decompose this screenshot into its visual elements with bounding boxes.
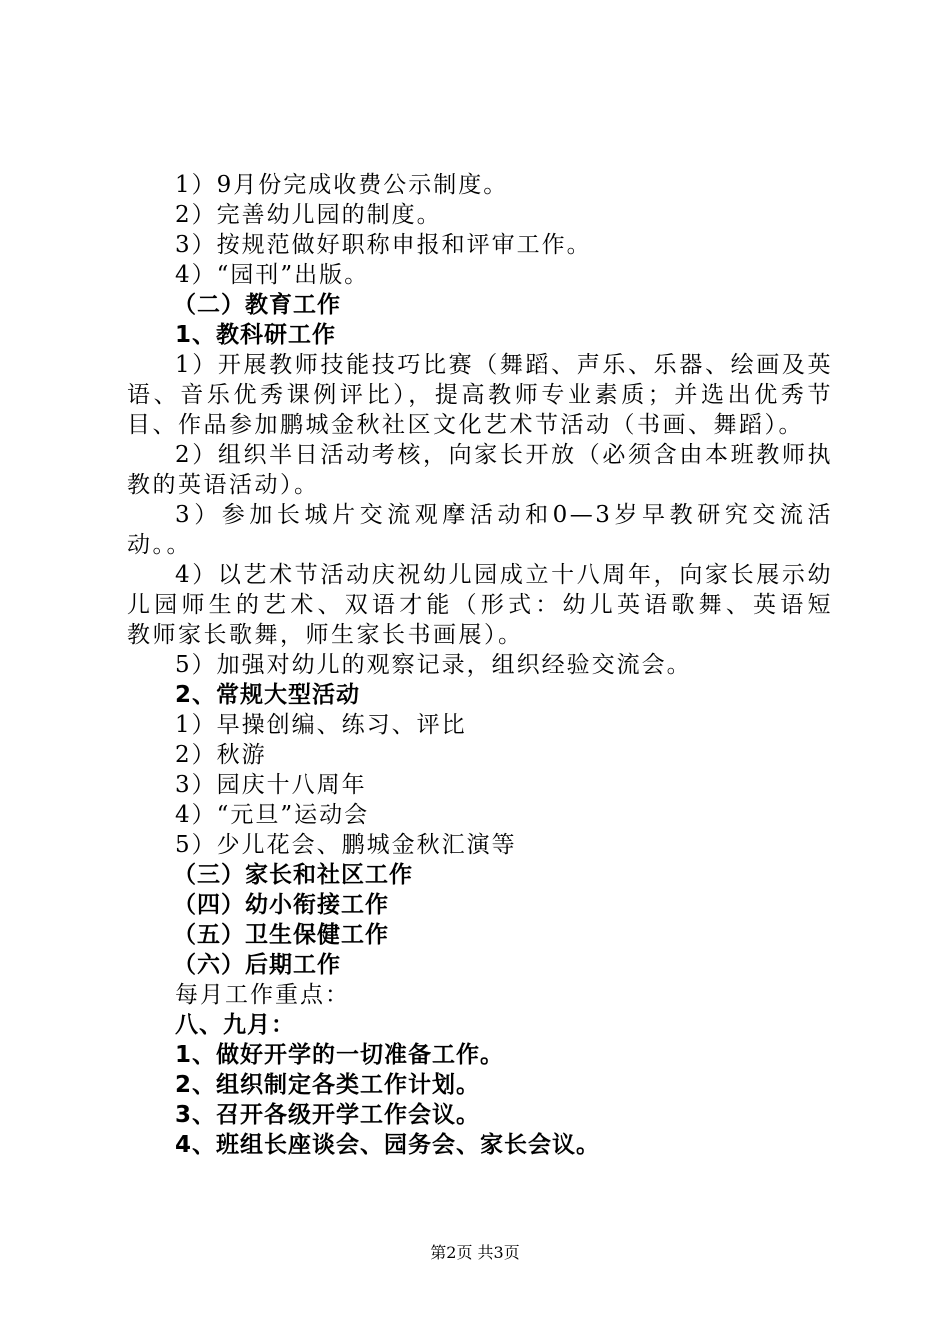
text-line: 1、做好开学的一切准备工作。 [175, 1042, 505, 1068]
text-line: 儿园师生的艺术、双语才能（形式：幼儿英语歌舞、英语短 [127, 592, 833, 618]
document-body [127, 170, 833, 1160]
text-line: 每月工作重点： [175, 982, 350, 1008]
text-line: 目、作品参加鹏城金秋社区文化艺术节活动（书画、舞蹈）。 [127, 412, 804, 438]
text-line: 3）参加长城片交流观摩活动和0—3岁早教研究交流活 [175, 502, 833, 528]
text-line: 教师家长歌舞，师生家长书画展）。 [127, 622, 524, 648]
text-line: 3）按规范做好职称申报和评审工作。 [175, 232, 592, 258]
text-line: 1）早操创编、练习、评比 [175, 712, 467, 738]
text-line: 2）完善幼儿园的制度。 [175, 202, 442, 228]
section-heading: （二）教育工作 [173, 292, 341, 318]
text-line: 5）少儿花会、鹏城金秋汇演等 [175, 832, 517, 858]
text-line: 1）9月份完成收费公示制度。 [175, 172, 509, 198]
text-line: 4）以艺术节活动庆祝幼儿园成立十八周年，向家长展示幼 [175, 562, 833, 588]
text-line: 3、召开各级开学工作会议。 [175, 1102, 481, 1128]
text-line: 5）加强对幼儿的观察记录，组织经验交流会。 [175, 652, 692, 678]
text-line: 4）“园刊”出版。 [175, 262, 370, 288]
text-line: 3）园庆十八周年 [175, 772, 367, 798]
text-line: 动。。 [127, 532, 192, 558]
text-line: 4）“元旦”运动会 [175, 802, 370, 828]
text-line: 语、音乐优秀课例评比），提高教师专业素质；并选出优秀节 [127, 382, 833, 408]
text-line: 2）秋游 [175, 742, 267, 768]
text-line: 1）开展教师技能技巧比赛（舞蹈、声乐、乐器、绘画及英 [175, 352, 833, 378]
section-heading: （五）卫生保健工作 [173, 922, 389, 948]
section-heading: （四）幼小衔接工作 [173, 892, 389, 918]
text-line: 教的英语活动）。 [127, 472, 320, 498]
section-heading: （三）家长和社区工作 [173, 862, 413, 888]
subsection-heading: 2、常规大型活动 [175, 682, 361, 708]
text-line: 4、班组长座谈会、园务会、家长会议。 [175, 1132, 601, 1158]
subsection-heading: 1、教科研工作 [175, 322, 337, 348]
page-number-footer: 第2页 共3页 [430, 1243, 520, 1262]
text-line: 2、组织制定各类工作计划。 [175, 1072, 481, 1098]
month-heading: 八、九月： [175, 1012, 295, 1038]
text-line: 2）组织半日活动考核，向家长开放（必须含由本班教师执 [175, 442, 833, 468]
section-heading: （六）后期工作 [173, 952, 341, 978]
